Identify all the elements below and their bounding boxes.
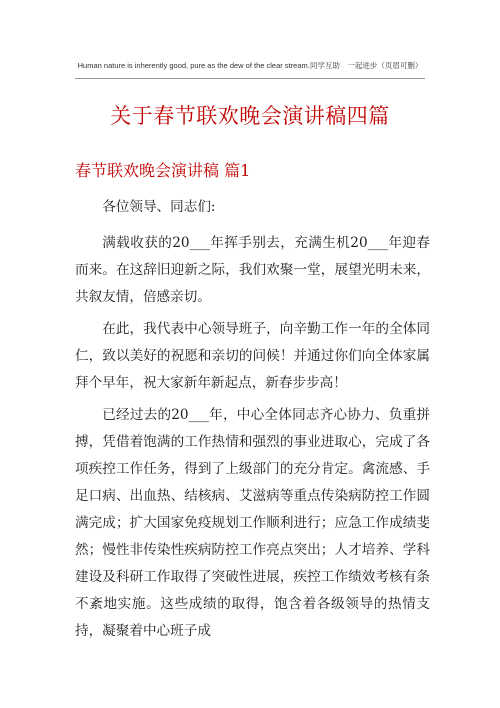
paragraph-opening: 满载收获的20___年挥手别去，充满生机20___年迎春而来。在这辞旧迎新之际，我们欢聚一堂，展望光明未来，共叙友情，倍感亲切。 [75,235,430,305]
paragraph-salutation: 各位领导、同志们: [102,199,216,215]
document-title: 关于春节联欢晚会演讲稿四篇 [110,104,390,128]
paragraph-achievements: 已经过去的20___年，中心全体同志齐心协力、负重拼搏，凭借着饱满的工作热情和强烈的事业进取心，完成了各项疾控工作任务，得到了上级部门的充分肯定。禽流感、手足口病、出血热、结核病、艾滋病等重点传染病防控工作圆满完成；扩大国家免疫规划工作顺利进行；应急工作成绩斐然；慢性非传染性疾病防控工作亮点突出；人才培养、学科建设及科研工作取得了突破性进展，疾控工作绩效考核有条不紊地实施。这些成绩的取得，饱含着各级领导的热情支持，凝聚着中心班子成 [75,407,430,639]
section-heading: 春节联欢晚会演讲稿 篇1 [75,161,251,180]
page-header-note: Human nature is inherently good, pure as the dew of the clear stream.同学互助 一起进步（页眉可删） [77,61,423,70]
paragraph-greetings: 在此，我代表中心领导班子，向辛勤工作一年的全体同仁，致以美好的祝愿和亲切的问候！并通过你们向全体家属拜个早年，祝大家新年新起点，新春步步高！ [75,321,430,391]
header-divider [75,78,425,79]
